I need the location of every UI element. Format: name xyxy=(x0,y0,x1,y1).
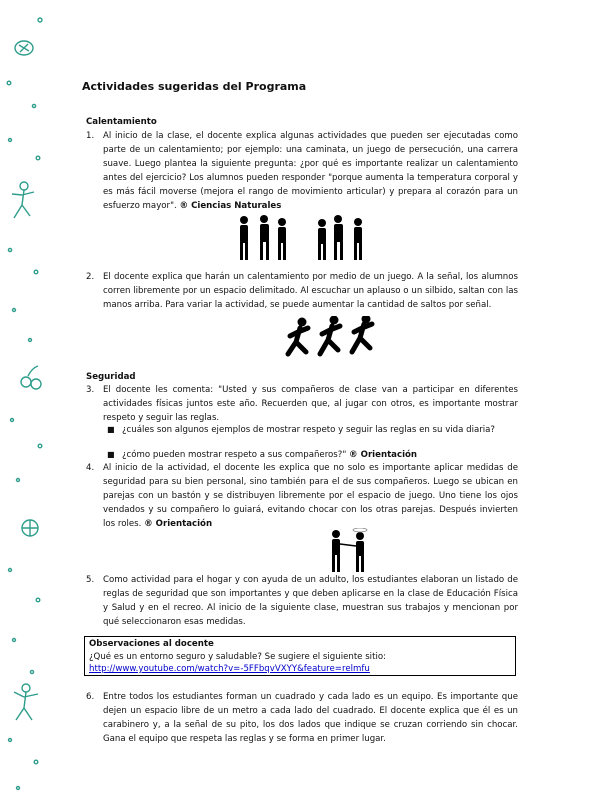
activity-text: Al inicio de la clase, el docente explica algunas actividades que pueden ser ejecutadas como parte de un calentamiento; por ejemplo: una caminata, un juego de persecución, una carrera suave. Luego plantea la siguiente pregunta: ¿por qué es importante realizar un calentamiento antes del ejercicio? Los alumnos pueden responder "porque aumenta la temperatura corporal y es más fácil moverse (mejora el rango de movimiento articular) y prepara al corazón para un esfuerzo mayor". xyxy=(103,131,518,211)
blindfold-pair-figure xyxy=(324,528,374,574)
section-heading-safety: Seguridad xyxy=(86,372,136,382)
activity-number: 2. xyxy=(86,272,95,282)
activity-text: Como actividad para el hogar y con ayuda de un adulto, los estudiantes elaboran un listado de reglas de seguridad que son importantes y que deben aplicarse en la clase de Educación Física y Salud y en el recreo. Al inicio de la siguiente clase, muestran sus trabajos y mencionan por qué seleccionaron esas medidas. xyxy=(103,575,518,627)
bullet-text: ¿cuáles son algunos ejemplos de mostrar respeto y seguir las reglas en su vida diaria? xyxy=(122,425,495,435)
activity-number: 1. xyxy=(86,131,95,141)
activity-number: 6. xyxy=(86,692,95,702)
activity-6 xyxy=(86,690,518,746)
margin-decoration xyxy=(0,0,58,800)
children-standing-figure xyxy=(234,214,374,262)
activity-text: El docente explica que harán un calentamiento por medio de un juego. A la señal, los alumnos corren libremente por un espacio delimitado. Al escuchar un aplauso o un silbido, saltan con las manos arriba. Para variar la actividad, se puede aumentar la cantidad de saltos por señal. xyxy=(103,272,518,310)
question-bullet xyxy=(107,423,518,437)
activity-number: 3. xyxy=(86,385,95,395)
bullet-icon: ■ xyxy=(107,450,115,459)
activity-5 xyxy=(86,573,518,629)
children-running-figure xyxy=(284,316,384,362)
activity-3 xyxy=(86,383,518,425)
activity-number: 4. xyxy=(86,463,95,473)
subject-tag: ® Orientación xyxy=(144,519,213,529)
video-link[interactable]: http://www.youtube.com/watch?v=-5FFbqvVXYY&feature=relmfu xyxy=(89,664,370,674)
bullet-text: ¿cómo pueden mostrar respeto a sus compañeros?" xyxy=(122,450,347,460)
teacher-notes-title: Observaciones al docente xyxy=(89,639,214,649)
subject-tag: ® Ciencias Naturales xyxy=(179,201,282,211)
activity-text: Al inicio de la actividad, el docente les explica que no solo es importante aplicar medidas de seguridad para su bien personal, sino también para el de sus compañeros. Luego se ubican en parejas con un bastón y se distribuyen libremente por el espacio de juego. Uno tiene los ojos vendados y su compañero lo guiará, evitando chocar con los otras parejas. Después invierten los roles. xyxy=(103,463,518,529)
activity-4 xyxy=(86,461,518,531)
activity-1 xyxy=(86,129,518,213)
teacher-notes-text: ¿Qué es un entorno seguro y saludable? Se sugiere el siguiente sitio: xyxy=(89,652,386,662)
teacher-notes-box xyxy=(84,636,516,676)
activity-text: Entre todos los estudiantes forman un cuadrado y cada lado es un equipo. Es importante que dejen un espacio libre de un metro a cada lado del cuadrado. El docente explica que él es un carabinero y, a la señal de su pito, los dos lados que indique se cruzan corriendo sin chocar. Gana el equipo que respeta las reglas y se forma en primer lugar. xyxy=(103,692,518,744)
activity-text: El docente les comenta: "Usted y sus compañeros de clase van a participar en diferentes actividades físicas juntos este año. Recuerden que, al jugar con otros, es importante mostrar respeto y seguir las reglas. xyxy=(103,385,518,423)
question-bullet xyxy=(107,448,518,462)
section-heading-warmup: Calentamiento xyxy=(86,117,157,127)
page-title: Actividades sugeridas del Programa xyxy=(82,80,307,93)
subject-tag: ® Orientación xyxy=(349,450,418,460)
activity-number: 5. xyxy=(86,575,95,585)
activity-2 xyxy=(86,270,518,312)
bullet-icon: ■ xyxy=(107,425,115,434)
